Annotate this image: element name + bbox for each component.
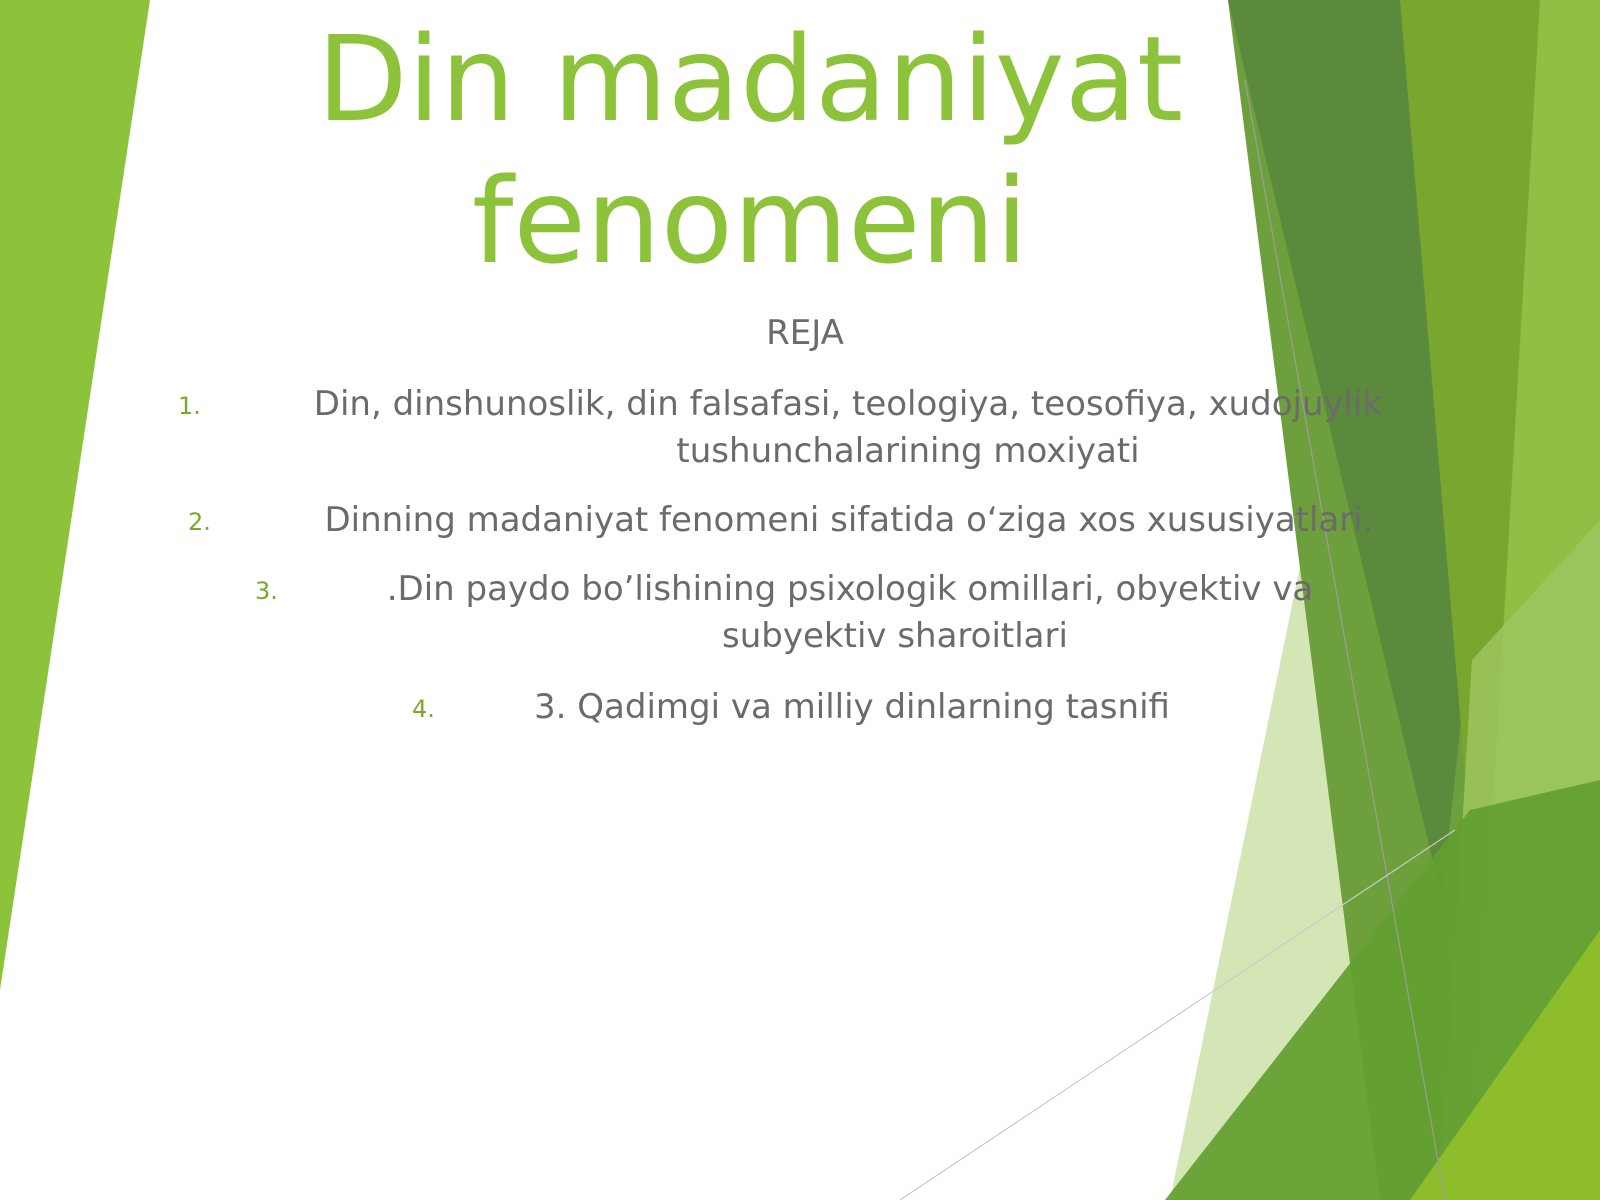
list-item-3 bbox=[335, 566, 1365, 660]
list-item-2 bbox=[268, 497, 1430, 544]
list-number-4: 4. bbox=[412, 695, 435, 723]
list-item-1-line-2: tushunchalarining moxiyati bbox=[676, 431, 1140, 471]
title-line-2: fenomeni bbox=[471, 152, 1029, 290]
list-item-1 bbox=[258, 381, 1438, 475]
plan-heading: REJA bbox=[766, 313, 844, 353]
list-number-1: 1. bbox=[178, 392, 201, 420]
list-item-1-line-1: Din, dinshunoslik, din falsafasi, teologiya, teosofiya, xudojuylik bbox=[313, 384, 1383, 424]
list-item-2-line-1: Dinning madaniyat fenomeni sifatida o‘ziga xos xususiyatlari. bbox=[324, 500, 1374, 540]
list-number-3: 3. bbox=[255, 577, 278, 605]
list-item-3-line-1: .Din paydo bo’lishining psixologik omillari, obyektiv va bbox=[386, 569, 1314, 609]
list-item-3-line-2: subyektiv sharoitlari bbox=[722, 616, 1068, 656]
title-line-1: Din madaniyat bbox=[316, 10, 1184, 148]
slide-title bbox=[250, 8, 1250, 292]
list-item-4-line-1: 3. Qadimgi va milliy dinlarning tasnifi bbox=[534, 687, 1170, 727]
list-item-4 bbox=[492, 684, 1212, 731]
left-green-stripe bbox=[0, 0, 150, 990]
list-number-2: 2. bbox=[188, 508, 211, 536]
